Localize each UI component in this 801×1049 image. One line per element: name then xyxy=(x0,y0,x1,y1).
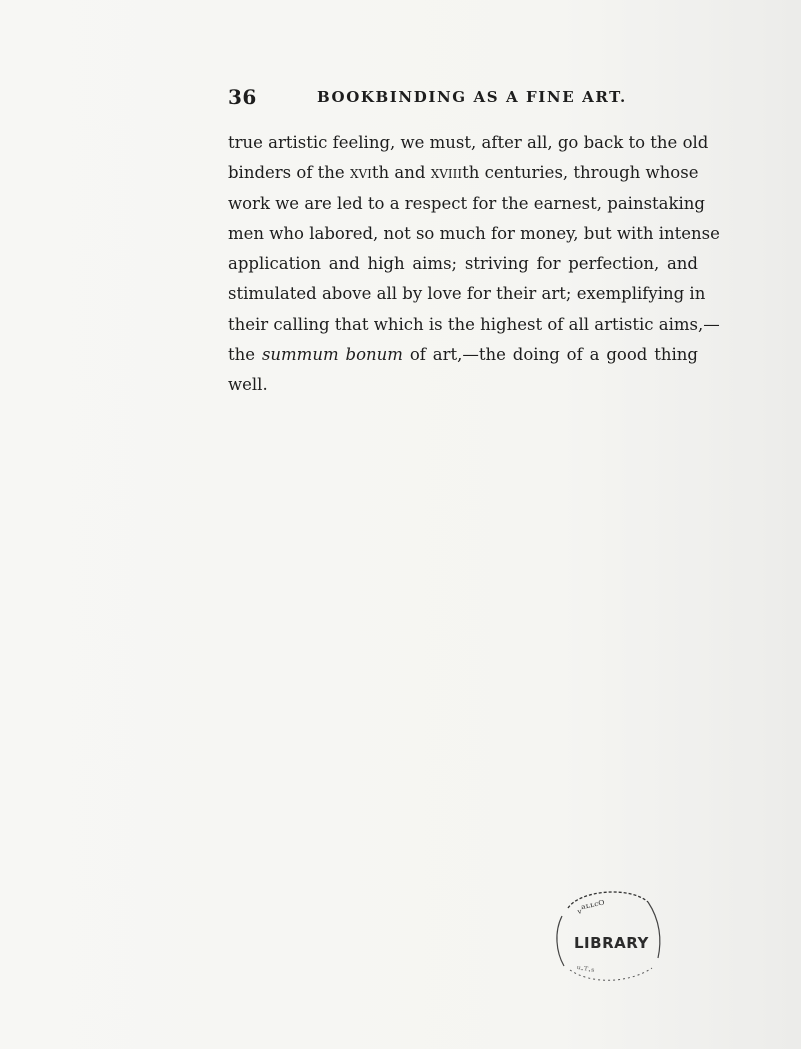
latin-phrase: summum bonum xyxy=(261,345,403,365)
text-line: well. xyxy=(228,375,268,395)
text-line: stimulated above all by love for their art; exemplifying in xyxy=(228,284,706,304)
text-line: binders of the xvith and xviiith centuries, through whose xyxy=(228,163,699,183)
page-header xyxy=(228,85,698,115)
text-line: true artistic feeling, we must, after all, go back to the old xyxy=(228,133,709,152)
library-stamp xyxy=(540,880,680,990)
svg-text:ᵘ·ᵀ·ˢ: ᵘ·ᵀ·ˢ xyxy=(575,964,596,979)
page-number: 36 xyxy=(228,85,257,109)
roman-numeral: xvi xyxy=(349,163,372,183)
stamp-label: LIBRARY xyxy=(574,934,649,952)
text-line: men who labored, not so much for money, but with intense xyxy=(228,223,720,243)
svg-text:ᵥᵃᶫᶫᶜᴼ: ᵥᵃᶫᶫᶜᴼ xyxy=(575,897,607,917)
text-line: the summum bonum of art,—the doing of a good thing xyxy=(228,345,698,365)
body-paragraph xyxy=(228,128,720,401)
text-line: application and high aims; striving for perfection, and xyxy=(228,254,698,274)
text-line: their calling that which is the highest of all artistic aims,— xyxy=(228,314,720,334)
running-title: BOOKBINDING AS A FINE ART. xyxy=(317,88,627,106)
text-line: work we are led to a respect for the earnest, painstaking xyxy=(228,193,705,213)
library-stamp-seal xyxy=(540,880,680,990)
roman-numeral: xviii xyxy=(430,163,463,183)
